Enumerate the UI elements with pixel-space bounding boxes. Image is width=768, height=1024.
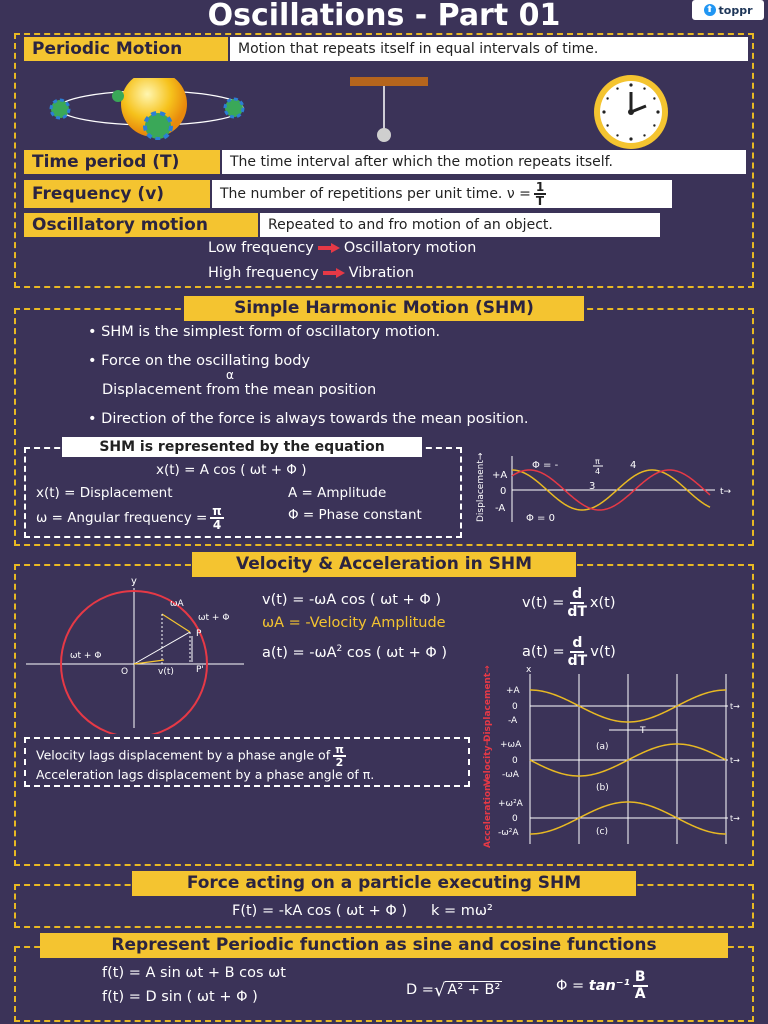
svg-text:-ω²A: -ω²A xyxy=(498,828,519,838)
svg-text:t→: t→ xyxy=(730,756,740,765)
shm-bullet-1: • SHM is the simplest form of oscillatory motion. xyxy=(88,324,441,340)
red-arrow-icon xyxy=(318,244,340,252)
svg-text:ωt + Φ: ωt + Φ xyxy=(198,613,230,623)
svg-text:0: 0 xyxy=(512,702,518,712)
red-arrow-icon xyxy=(323,269,345,277)
svg-text:Acceleration→: Acceleration→ xyxy=(483,777,493,848)
svg-text:0: 0 xyxy=(512,756,518,766)
phi-zero-label: Φ = 0 xyxy=(526,513,555,524)
low-frequency-row: Low frequency Oscillatory motion xyxy=(208,240,477,256)
phase-constant-def: Φ = Phase constant xyxy=(288,507,422,523)
svg-text:t→: t→ xyxy=(730,702,740,711)
periodic-motion-label: Periodic Motion xyxy=(24,37,228,61)
upload-arrow-icon: ⬆ xyxy=(704,4,716,16)
solar-system-illustration xyxy=(46,78,256,140)
brand-name: toppr xyxy=(718,3,753,17)
shm-equation-title: SHM is represented by the equation xyxy=(62,437,422,457)
svg-text:ωA: ωA xyxy=(170,599,184,609)
shm-displacement-graph xyxy=(470,450,750,540)
svg-text:v(t): v(t) xyxy=(158,667,174,677)
svg-text:0: 0 xyxy=(512,814,518,824)
earth-icon xyxy=(112,90,124,102)
svg-text:P: P xyxy=(196,629,202,639)
velocity-lag-text: Velocity lags displacement by a phase angle of $\frac{\pi}{2}$ xyxy=(36,743,344,769)
acceleration-lag-text: Acceleration lags displacement by a phase angle of π. xyxy=(36,767,375,782)
svg-text:Displacement→: Displacement→ xyxy=(483,665,493,742)
high-frequency-row: High frequency Vibration xyxy=(208,265,415,281)
frequency-def xyxy=(212,180,672,208)
graph-ylabel: Displacement→ xyxy=(476,452,486,522)
pendulum-icon xyxy=(350,77,430,143)
amplitude-formula: D =√ A² + B² xyxy=(406,980,501,1001)
svg-text:4: 4 xyxy=(595,467,601,476)
tick-minus-a: -A xyxy=(495,503,506,514)
frequency-def-text: The number of repetitions per unit time. ν = xyxy=(220,186,531,202)
angular-frequency-def: ω = Angular frequency = $\frac{\pi}{4}$ xyxy=(36,504,222,532)
graph-t-label: t→ xyxy=(720,487,732,497)
shm-bullet-3: • Direction of the force is always towards the mean position. xyxy=(88,411,529,427)
tick-plus-a: +A xyxy=(492,470,508,481)
label-3: 3 xyxy=(589,481,596,492)
svg-text:(c): (c) xyxy=(596,827,608,837)
svg-text:-ωA: -ωA xyxy=(502,770,519,780)
shm-bullet-2: • Force on the oscillating body xyxy=(88,353,311,369)
time-period-label: Time period (T) xyxy=(24,150,220,174)
svg-text:P': P' xyxy=(196,665,204,675)
velocity-derivative: v(t) = $\frac{d}{dT}$ x(t) xyxy=(522,586,616,620)
periodic-motion-def: Motion that repeats itself in equal intervals of time. xyxy=(230,37,748,61)
periodic-function-2: f(t) = D sin ( ωt + Φ ) xyxy=(102,989,258,1005)
periodic-function-title: Represent Periodic function as sine and cosine functions xyxy=(40,933,728,958)
amplitude-def: A = Amplitude xyxy=(288,485,387,501)
tick-zero: 0 xyxy=(500,486,507,497)
periodic-function-1: f(t) = A sin ωt + B cos ωt xyxy=(102,965,286,981)
oscillatory-motion-def: Repeated to and fro motion of an object. xyxy=(260,213,660,237)
reference-circle-diagram xyxy=(24,574,254,734)
toppr-logo[interactable] xyxy=(692,0,764,20)
frequency-fraction: $\frac{1}{T}$ xyxy=(535,180,545,208)
svg-text:+ωA: +ωA xyxy=(500,740,522,750)
svg-text:-A: -A xyxy=(508,716,518,726)
svg-text:+ω²A: +ω²A xyxy=(498,799,523,809)
label-4: 4 xyxy=(630,460,637,471)
displacement-def: x(t) = Displacement xyxy=(36,485,173,501)
svg-text:t→: t→ xyxy=(730,814,740,823)
proportional-symbol: α xyxy=(226,368,234,382)
svg-text:+A: +A xyxy=(506,686,520,696)
svg-text:y: y xyxy=(131,576,137,587)
svg-text:x: x xyxy=(526,665,532,675)
svg-text:O: O xyxy=(121,667,129,677)
velocity-amplitude: ωA = -Velocity Amplitude xyxy=(262,615,446,631)
page-title: Oscillations - Part 01 xyxy=(207,0,561,33)
acceleration-equation: $a(t) = -\omega A^2$ cos ( ωt + Φ ) xyxy=(262,644,448,661)
force-equation: F(t) = -kA cos ( ωt + Φ ) k = mω² xyxy=(232,903,493,919)
shm-graphs xyxy=(476,664,752,860)
svg-text:ωt + Φ: ωt + Φ xyxy=(70,651,102,661)
clock-icon xyxy=(574,74,688,150)
force-title: Force acting on a particle executing SHM xyxy=(132,871,636,896)
phi-neg-label: Φ = - xyxy=(532,460,559,471)
va-title: Velocity & Acceleration in SHM xyxy=(192,552,576,577)
time-period-def: The time interval after which the motion repeats itself. xyxy=(222,150,746,174)
velocity-equation: v(t) = -ωA cos ( ωt + Φ ) xyxy=(262,592,441,608)
shm-bullet-2b: Displacement from the mean position xyxy=(102,382,377,398)
svg-text:(a): (a) xyxy=(596,742,609,752)
svg-text:T: T xyxy=(640,726,646,736)
shm-title: Simple Harmonic Motion (SHM) xyxy=(184,296,584,321)
svg-text:Velocity→: Velocity→ xyxy=(483,738,493,786)
svg-text:(b): (b) xyxy=(596,783,609,793)
oscillatory-motion-label: Oscillatory motion xyxy=(24,213,258,237)
phase-formula: Φ = tan⁻¹ $\frac{B}{A}$ xyxy=(556,969,646,1002)
shm-equation: x(t) = A cos ( ωt + Φ ) xyxy=(156,462,307,478)
acceleration-derivative: a(t) = $\frac{d}{dT}$ v(t) xyxy=(522,635,616,669)
frequency-label: Frequency (v) xyxy=(24,180,210,208)
svg-text:π: π xyxy=(595,457,600,466)
